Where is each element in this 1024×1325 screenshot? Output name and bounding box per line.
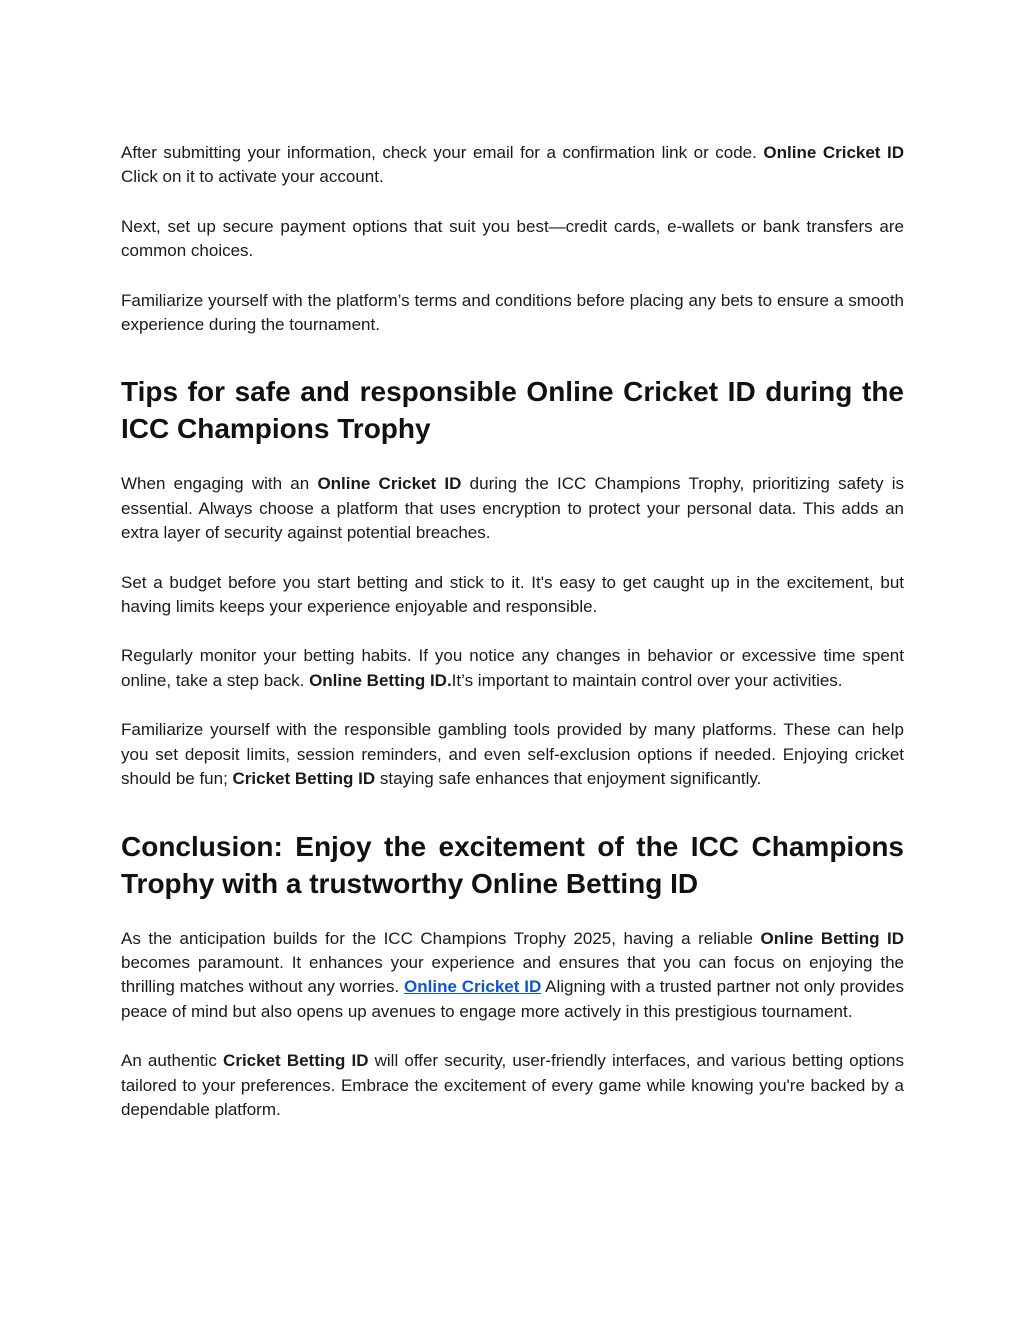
text-run: will offer security, user-friendly interfaces, and various betting options tailored to your preferences. Embrace the excitement of every game while knowing you're backed by a dependable platform. <box>121 1051 904 1119</box>
keyword-bold: Online Betting ID <box>760 928 904 948</box>
paragraph-payment: Next, set up secure payment options that suit you best—credit cards, e-wallets or bank transfers are common choices. <box>121 216 904 261</box>
paragraph-anticipation <box>121 927 904 1025</box>
online-cricket-id-link[interactable]: Online Cricket ID <box>404 977 542 997</box>
keyword-bold: Cricket Betting ID <box>223 1051 369 1071</box>
paragraph-budget: Set a budget before you start betting and stick to it. It's easy to get caught up in the excitement, but having limits keeps your experience enjoyable and responsible. <box>121 572 904 617</box>
paragraph-confirmation <box>121 141 904 190</box>
text-run: Familiarize yourself with the responsible gambling tools provided by many platforms. These can help you set deposit limits, session reminders, and even self-exclusion options if needed. Enjoying cricket should be fun; <box>121 720 904 789</box>
text-run: It’s important to maintain control over your activities. <box>451 670 843 690</box>
text-run: becomes paramount. It enhances your experience and ensures that you can focus on enjoying the thrilling matches without any worries. <box>121 952 904 997</box>
text-run: An authentic <box>121 1051 224 1071</box>
text-run: Regularly monitor your betting habits. If you notice any changes in behavior or excessive time spent online, take a step back. <box>121 646 904 690</box>
text-run: during the ICC Champions Trophy, prioritizing safety is essential. Always choose a platform that uses encryption to protect your personal data. This adds an extra layer of security against potential breaches. <box>121 474 904 543</box>
keyword-bold: Online Betting ID. <box>309 670 452 690</box>
keyword-bold: Online Cricket ID <box>317 474 462 494</box>
text-run: staying safe enhances that enjoyment significantly. <box>375 769 762 789</box>
paragraph-safety <box>121 472 904 545</box>
text-run: When engaging with an <box>121 474 318 494</box>
paragraph-terms: Familiarize yourself with the platform’s terms and conditions before placing any bets to ensure a smooth experience during the tournament. <box>121 290 904 335</box>
heading-conclusion: Conclusion: Enjoy the excitement of the ICC Champions Trophy with a trustworthy Online Betting ID <box>121 830 904 899</box>
keyword-bold: Cricket Betting ID <box>232 769 376 789</box>
paragraph-authentic <box>121 1049 904 1122</box>
paragraph-monitor <box>121 644 904 693</box>
paragraph-tools <box>121 718 904 791</box>
text-run: Aligning with a trusted partner not only provides peace of mind but also opens up avenues to engage more actively in this prestigious tournament. <box>121 977 904 1021</box>
document-page <box>121 141 904 1122</box>
keyword-bold: Online Cricket ID <box>763 143 905 162</box>
heading-tips: Tips for safe and responsible Online Cricket ID during the ICC Champions Trophy <box>121 376 904 445</box>
text-run: Click on it to activate your account. <box>121 167 384 187</box>
text-run: After submitting your information, check your email for a confirmation link or code. <box>121 143 764 162</box>
text-run: As the anticipation builds for the ICC Champions Trophy 2025, having a reliable <box>121 928 761 948</box>
